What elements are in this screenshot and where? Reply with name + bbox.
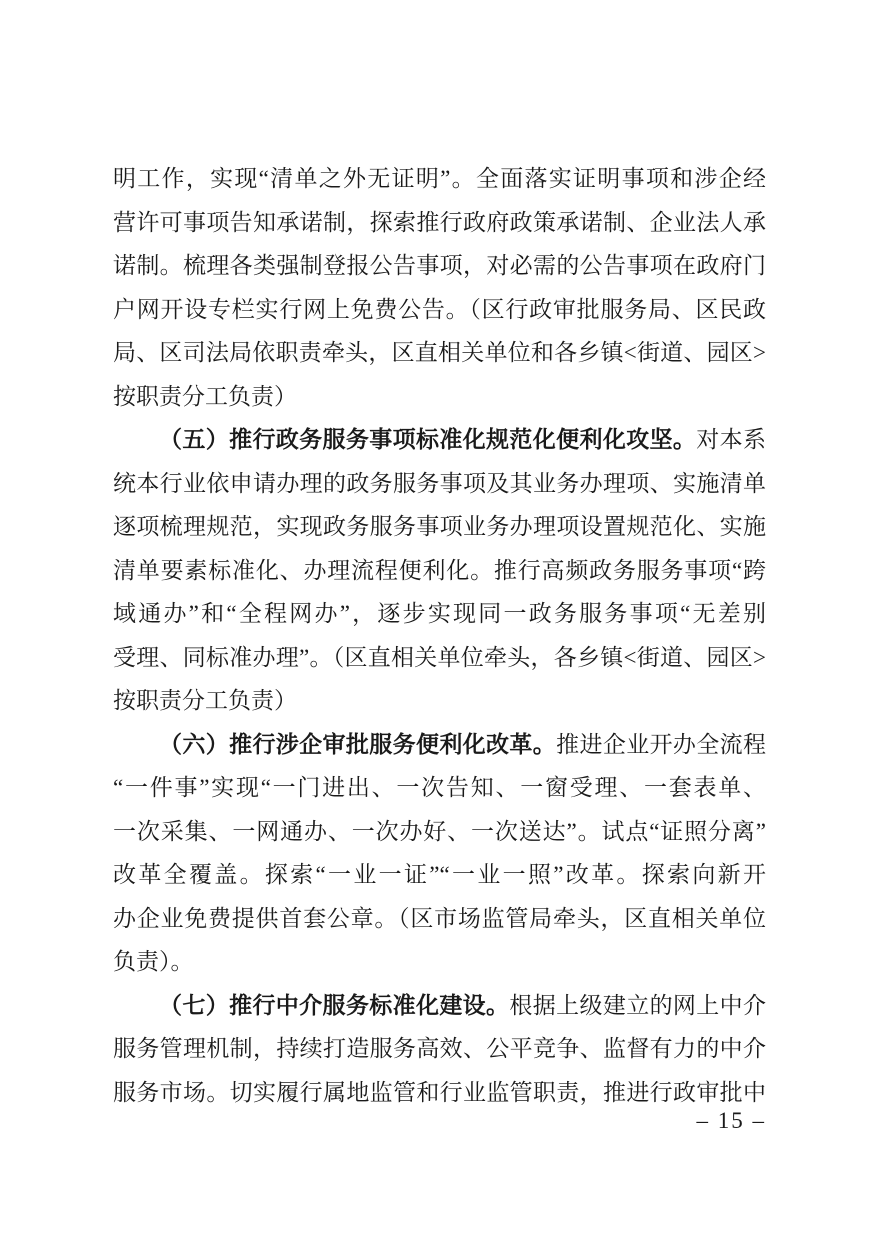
text-line	[113, 418, 766, 462]
paragraph-6-enterprise-approval	[113, 723, 766, 984]
text-line	[113, 462, 766, 506]
body-text: 统本行业依申请办理的政务服务事项及其业务办理项、实施清单	[113, 470, 766, 496]
body-text: 营许可事项告知承诺制，探索推行政府政策承诺制、企业法人承	[113, 209, 766, 235]
text-line	[113, 592, 766, 636]
responsibility-note: 按职责分工负责）	[113, 688, 297, 713]
responsibility-note: （区行政审批服务局、区民政	[469, 296, 766, 322]
responsibility-note: （区直相关单位牵头，各乡镇<街道、园区>	[332, 644, 766, 670]
body-text: 诺制。梳理各类强制登报公告事项，对必需的公告事项在政府门	[113, 253, 766, 278]
text-line	[113, 157, 766, 201]
responsibility-note: （区市场监管局牵头，区直相关单位	[398, 905, 766, 931]
text-line	[113, 853, 766, 897]
body-text: 服务管理机制，持续打造服务高效、公平竞争、监督有力的中介	[113, 1036, 766, 1061]
body-text: 逐项梳理规范，实现政务服务事项业务办理项设置规范化、实施	[113, 514, 766, 539]
body-text: 域通办”和“全程网办”，逐步实现同一政务服务事项“无差别	[113, 601, 766, 626]
responsibility-note: 按职责分工负责）	[113, 383, 297, 409]
text-line	[113, 984, 766, 1028]
body-text: 根据上级建立的网上中介	[509, 992, 766, 1018]
text-line	[113, 723, 766, 767]
responsibility-note: 局、区司法局依职责牵头，区直相关单位和各乡镇<街道、园区>	[113, 340, 766, 365]
body-text: 户网开设专栏实行网上免费公告。	[113, 296, 470, 322]
body-text: 办企业免费提供首套公章。	[113, 905, 399, 931]
text-line	[113, 201, 766, 245]
body-text: 明工作，实现“清单之外无证明”。全面落实证明事项和涉企经	[113, 166, 766, 191]
body-text: 推进企业开办全流程	[556, 731, 766, 757]
responsibility-note: 负责）	[113, 949, 171, 974]
text-line	[113, 766, 766, 810]
text-line	[113, 549, 766, 593]
body-text: 清单要素标准化、办理流程便利化。推行高频政务服务事项“跨	[113, 557, 766, 583]
body-text: 对本系	[696, 427, 766, 452]
body-text: “一件事”实现“一门进出、一次告知、一窗受理、一套表单、	[113, 775, 766, 800]
body-text: 一次采集、一网通办、一次办好、一次送达”。试点“证照分离”	[113, 818, 766, 844]
text-line	[113, 331, 766, 375]
text-line	[113, 505, 766, 549]
section-heading: （五）推行政务服务事项标准化规范化便利化攻坚。	[159, 427, 697, 452]
text-line	[113, 244, 766, 288]
paragraph-7-intermediary-services	[113, 984, 766, 1115]
body-text: 受理、同标准办理”。	[113, 644, 333, 670]
paragraph-certification-continuation	[113, 157, 766, 418]
text-line	[113, 636, 766, 680]
section-heading: （七）推行中介服务标准化建设。	[159, 992, 510, 1018]
text-line	[113, 1071, 766, 1115]
page-number: – 15 –	[696, 1108, 766, 1133]
body-text: 服务市场。切实履行属地监管和行业监管职责，推进行政审批中	[113, 1079, 766, 1105]
text-line	[113, 679, 766, 723]
body-text: 。	[170, 949, 194, 974]
text-line	[113, 1027, 766, 1071]
text-block	[113, 157, 766, 1114]
section-heading: （六）推行涉企审批服务便利化改革。	[159, 731, 557, 757]
text-line	[113, 940, 766, 984]
text-line	[113, 810, 766, 854]
text-line	[113, 288, 766, 332]
body-text: 改革全覆盖。探索“一业一证”“一业一照”改革。探索向新开	[113, 862, 766, 887]
text-line	[113, 375, 766, 419]
paragraph-5-standardization	[113, 418, 766, 723]
text-line	[113, 897, 766, 941]
